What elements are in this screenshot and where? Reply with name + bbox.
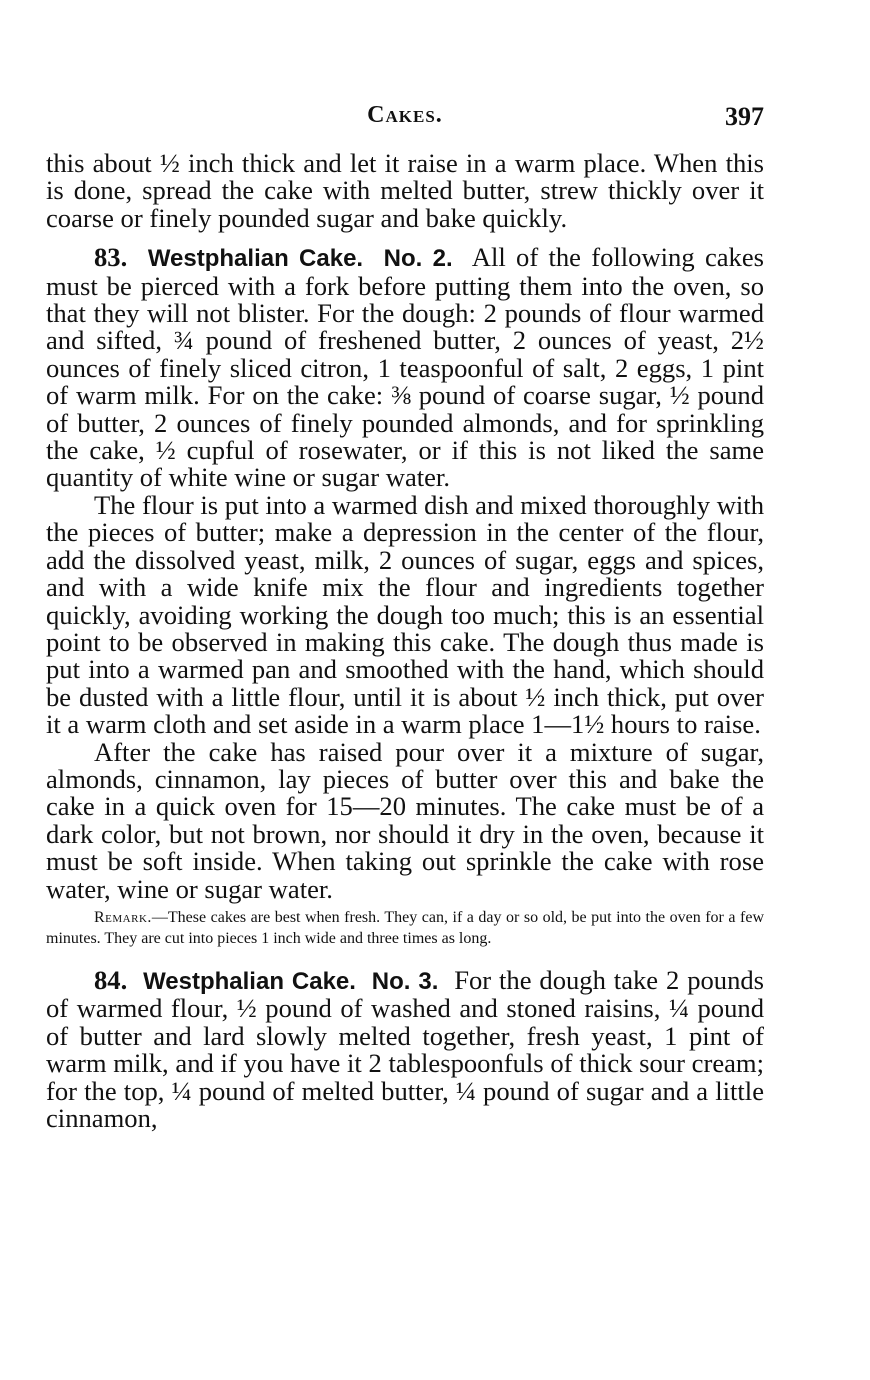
recipe-84-number: 84. bbox=[94, 964, 128, 995]
continuation-paragraph: this about ½ inch thick and let it raise in a warm place. When this is done, spread the cake with melted butter, strew thickly over it coarse or finely pounded sugar and bake quickly. bbox=[46, 148, 764, 233]
recipe-83-text: All of the following cakes must be pierced with a fork before putting them into the oven, so that they will not blister. For the dough: 2 pounds of flour warmed and sifted, ¾ pound of freshened butter, 2 ounces of yeast, 2½ ounces of finely sliced citron, 1 teaspoonful of salt, 2 eggs, 1 pint of warm milk. For on the cake: ⅜ pound of coarse sugar, ½ pound of butter, 2 ounces of finely pounded almonds, and for sprinkling the cake, ½ cupful of rosewater, or if this is not liked the same quantity of white wine or sugar water. bbox=[46, 242, 764, 493]
remark-text: —These cakes are best when fresh. They can, if a day or so old, be put into the oven for a few minutes. They are cut into pieces 1 inch wide and three times as long. bbox=[46, 908, 764, 947]
running-head bbox=[46, 102, 764, 138]
recipe-84-paragraph bbox=[46, 964, 765, 1133]
recipe-83-number: 83. bbox=[94, 242, 128, 273]
recipe-84-text: For the dough take 2 pounds of warmed flour, ½ pound of washed and stoned raisins, ¼ pound of butter and lard slowly melted together, fresh yeast, 1 pint of warm milk, and if you have it 2 tablespoonfuls of thick sour cream; for the top, ¼ pound of melted butter, ¼ pound of sugar and a little cinnamon, bbox=[46, 964, 765, 1133]
body-text bbox=[46, 150, 764, 1132]
recipe-84-title: Westphalian Cake. bbox=[143, 967, 356, 995]
remark-label: Remark. bbox=[94, 908, 152, 926]
page-number: 397 bbox=[725, 102, 764, 131]
running-title: Cakes. bbox=[367, 102, 443, 128]
after-paragraph: After the cake has raised pour over it a mixture of sugar, almonds, cinnamon, lay pieces of butter over this and bake the cake in a quick oven for 15—20 minutes. The cake must be of a dark color, but not brown, nor should it dry in the oven, because it must be soft inside. When taking out sprinkle the cake with rose water, wine or sugar water. bbox=[46, 736, 764, 904]
recipe-83-title: Westphalian Cake. bbox=[147, 245, 364, 273]
remark-note bbox=[46, 907, 764, 949]
recipe-84-no: No. 3. bbox=[371, 967, 439, 995]
flour-paragraph: The flour is put into a warmed dish and mixed thoroughly with the pieces of butter; make a depression in the center of the flour, add the dissolved yeast, milk, 2 ounces of sugar, eggs and spices, and with a wide knife mix the flour and ingredients together quickly, avoiding working the dough too much; this is an essential point to be observed in making this cake. The dough thus made is put into a warmed pan and smoothed with the hand, which should be dusted with a little flour, until it is about ½ inch thick, put over it a warm cloth and set aside in a warm place 1—1½ hours to raise. bbox=[46, 489, 764, 740]
recipe-83-no: No. 2. bbox=[383, 245, 453, 273]
recipe-83-paragraph bbox=[46, 244, 764, 492]
